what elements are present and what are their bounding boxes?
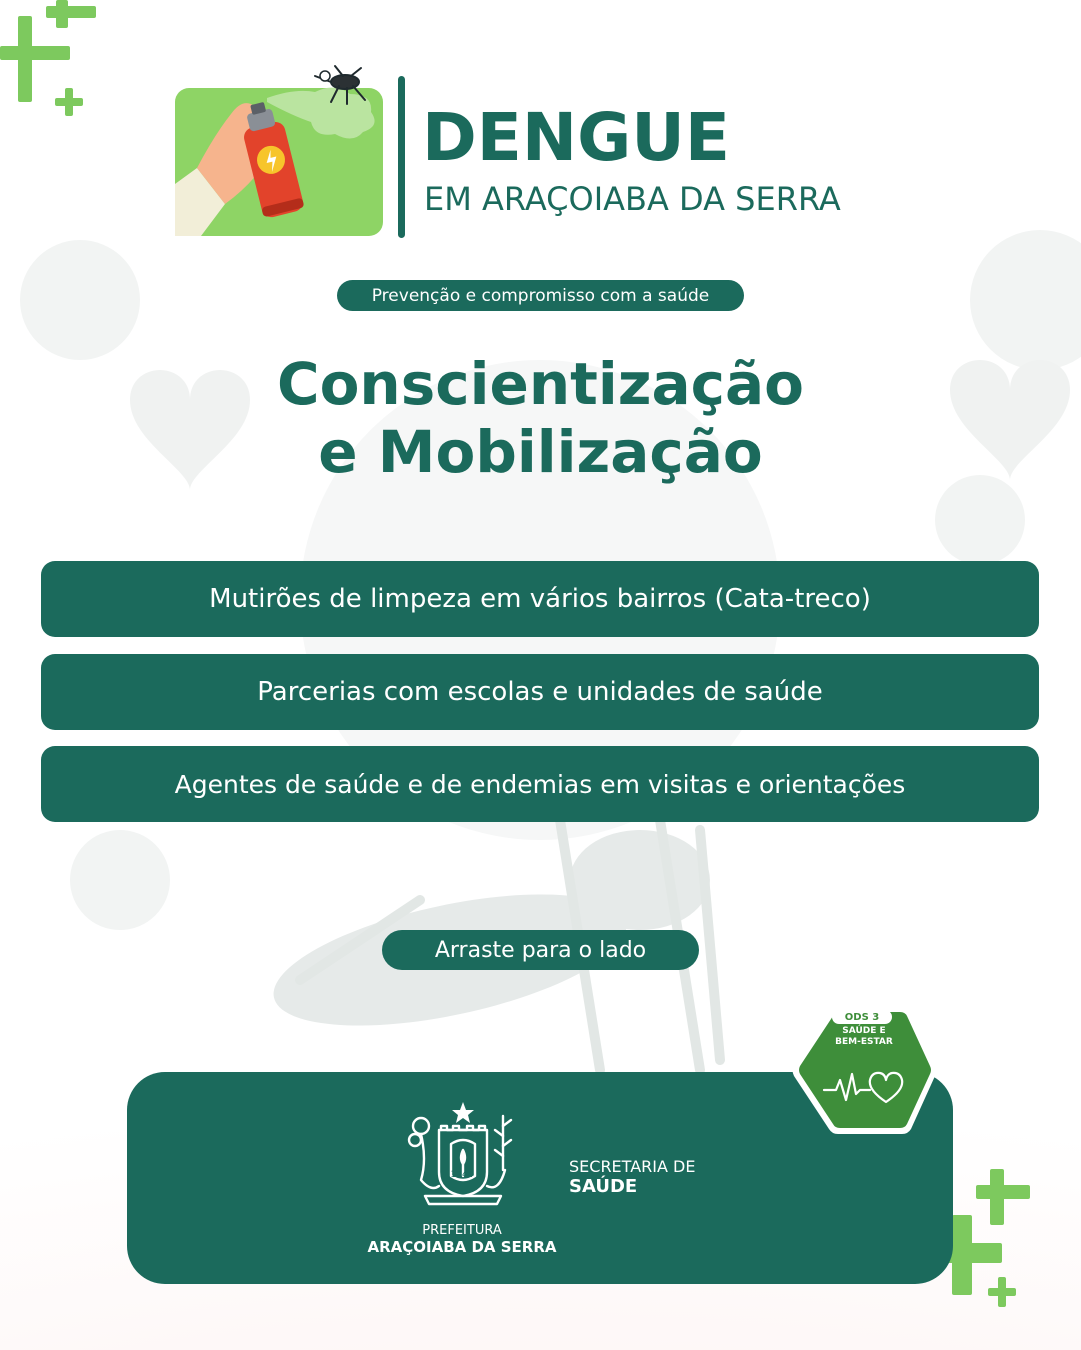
info-card-partnerships: Parcerias com escolas e unidades de saúde [41,654,1039,730]
ods-label-line-1: SAÚDE E [842,1026,886,1036]
header-divider [398,76,405,238]
emblem-year: 1944 [450,1170,474,1180]
secretaria-label: SECRETARIA DE [569,1157,696,1176]
tagline-pill: Prevenção e compromisso com a saúde [337,280,744,311]
city-emblem-icon [407,1100,519,1212]
swipe-hint-pill[interactable]: Arraste para o lado [382,930,699,970]
main-heading-line-1: Conscientização [277,350,804,418]
info-card-health-agents: Agentes de saúde e de endemias em visitas e orientações [41,746,1039,822]
page-title: DENGUE [422,99,730,176]
insecticide-spray-mosquito-icon [175,64,385,238]
plus-decoration-top-left [0,0,100,120]
ods-label [820,1026,908,1048]
page-subtitle: EM ARAÇOIABA DA SERRA [424,180,841,218]
ods-code-badge: ODS 3 [832,1010,892,1024]
main-heading-line-2: e Mobilização [318,418,763,486]
secretaria-name: SAÚDE [569,1176,638,1197]
prefeitura-name: ARAÇOIABA DA SERRA [367,1238,557,1256]
info-card-cleanup: Mutirões de limpeza em vários bairros (Cata-treco) [41,561,1039,637]
ods-label-line-2: BEM-ESTAR [835,1037,893,1047]
main-heading [0,350,1081,486]
prefeitura-label: PREFEITURA [422,1223,502,1238]
heartbeat-heart-icon [822,1066,904,1108]
